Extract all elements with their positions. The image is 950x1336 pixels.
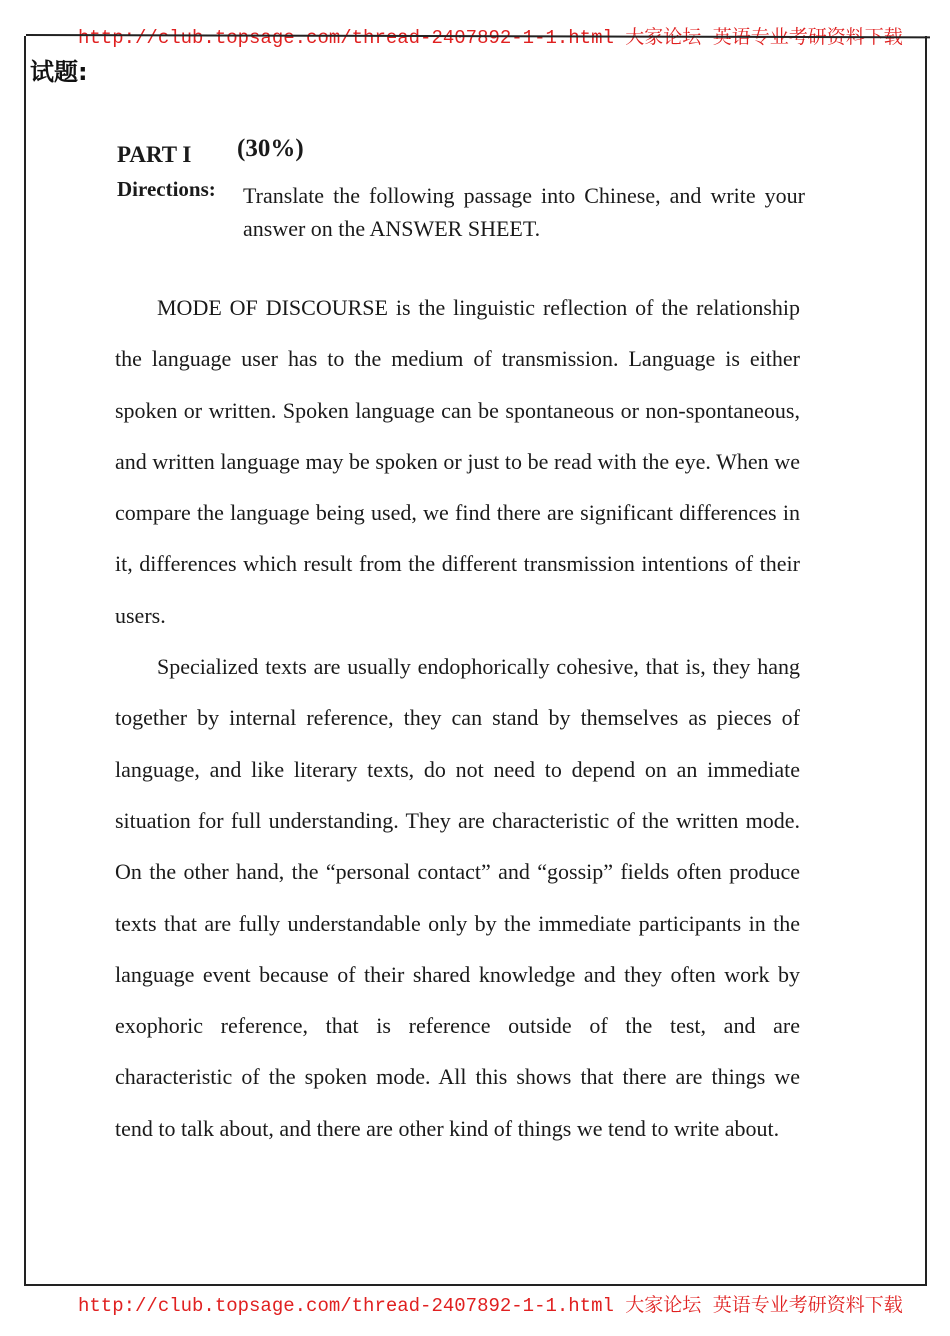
frame-bottom-line: [24, 1284, 926, 1286]
part-label: PART I: [117, 142, 192, 167]
passage-paragraph-2: Specialized texts are usually endophorically cohesive, that is, they hang together by internal reference, they can stand by themselves as pieces of language, and like literary texts, do not need to depend on an immediate situation for full understanding. They are characteristic of the written mode. On the other hand, the “personal contact” and “gossip” fields often produce texts that are fully understandable only by the immediate participants in the language event because of their shared knowledge and they often work by exophoric reference, that is reference outside of the test, and are characteristic of the spoken mode. All this shows that there are things we tend to talk about, and there are other kind of things we tend to write about.: [115, 654, 800, 1141]
passage: [115, 282, 800, 1154]
watermark-top: http://club.topsage.com/thread-2407892-1-1.html 大家论坛 英语专业考研资料下载: [78, 27, 903, 49]
directions-label: Directions:: [117, 177, 216, 201]
part-score: (30%): [237, 135, 304, 162]
watermark-bottom: http://club.topsage.com/thread-2407892-1-1.html 大家论坛 英语专业考研资料下载: [78, 1295, 903, 1317]
frame-left-line: [24, 36, 26, 1284]
frame-right-line: [925, 36, 927, 1286]
exam-heading: 试题:: [30, 58, 88, 86]
directions-text: Translate the following passage into Chinese, and write your answer on the ANSWER SHEET.: [243, 183, 805, 241]
passage-paragraph-1: MODE OF DISCOURSE is the linguistic reflection of the relationship the language user has to the medium of transmission. Language is either spoken or written. Spoken language can be spontaneous or non-spontaneous, and written language may be spoken or just to be read with the eye. When we compare the language being used, we find there are significant differences in it, differences which result from the different transmission intentions of their users.: [115, 295, 800, 628]
